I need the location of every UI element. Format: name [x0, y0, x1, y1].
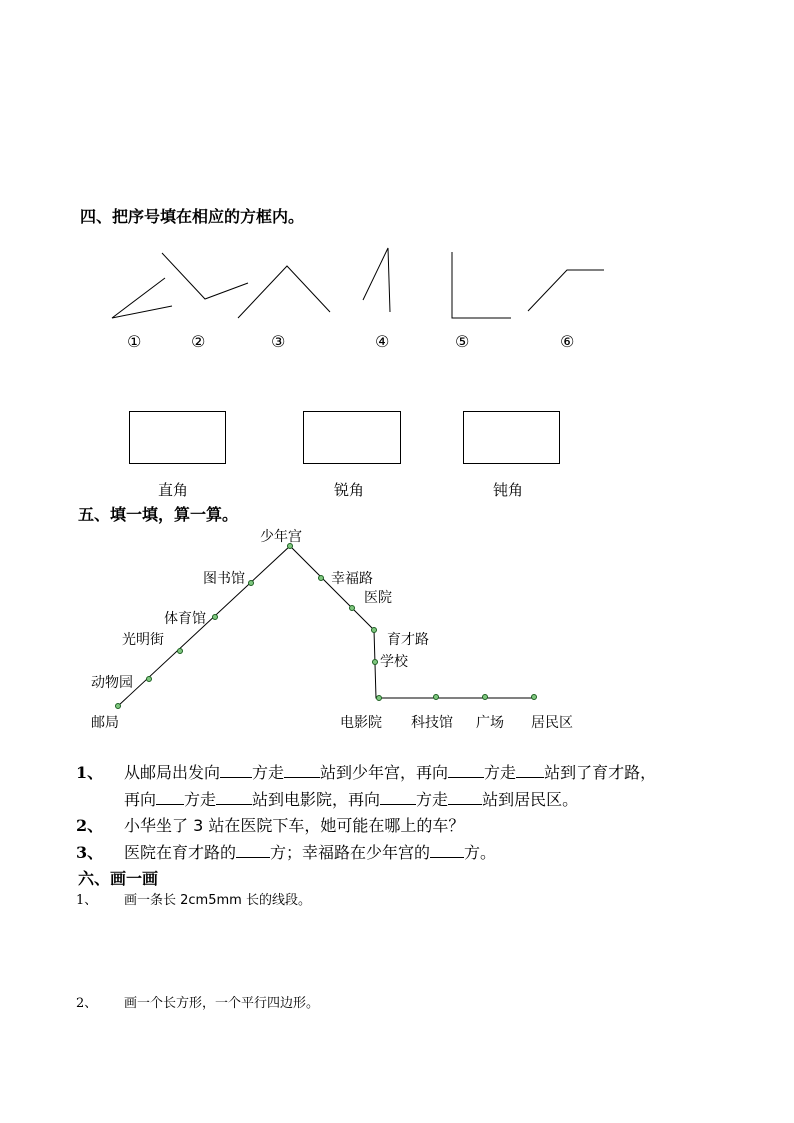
q1-blank-7[interactable]	[380, 790, 416, 805]
q3-blank-1[interactable]	[236, 843, 270, 858]
stop-guangchang	[483, 695, 488, 700]
q3-text-b: 方；幸福路在少年宫的	[270, 843, 431, 862]
q3-blank-2[interactable]	[430, 843, 464, 858]
map-label-guangmingjie: 光明街	[122, 632, 164, 648]
label-obtuse-angle: 钝角	[493, 481, 524, 499]
q1-blank-1[interactable]	[220, 763, 252, 778]
map-label-shaoniangong: 少年宫	[260, 529, 302, 545]
q1-number: 1、	[76, 763, 104, 782]
section6-title: 六、画一画	[78, 869, 159, 888]
q1-blank-6[interactable]	[216, 790, 252, 805]
label-acute-angle: 锐角	[334, 481, 365, 499]
q1-line1	[124, 760, 656, 783]
map-label-xingfulu: 幸福路	[331, 571, 373, 587]
stop-guangmingjie	[178, 649, 183, 654]
section5-title: 五、填一填，算一算。	[78, 505, 239, 524]
q2-number: 2、	[76, 816, 104, 835]
map-label-xuexiao: 学校	[380, 654, 408, 670]
stop-yucailu	[372, 628, 377, 633]
q1-text-i: 方走	[416, 790, 449, 809]
s6-q1-number: 1、	[76, 893, 98, 908]
q1-text-f: 再向	[124, 790, 157, 809]
figure-number-4: ④	[375, 332, 390, 351]
q1-line2	[124, 787, 578, 810]
s6-q2-text: 画一个长方形，一个平行四边形。	[124, 996, 320, 1011]
q1-text-c: 站到少年宫，再向	[320, 763, 449, 782]
q2-text: 小华坐了 3 站在医院下车，她可能在哪上的车？	[124, 816, 465, 835]
q1-text-e: 站到了育才路，	[544, 763, 657, 782]
stop-dianyingyuan	[377, 696, 382, 701]
figure-number-6: ⑥	[560, 332, 575, 351]
map-label-dianyingyuan: 电影院	[340, 715, 382, 731]
s6-q1-text: 画一条长 2cm5mm 长的线段。	[124, 893, 311, 908]
map-label-dongwuyuan: 动物园	[91, 675, 133, 691]
q1-blank-8[interactable]	[448, 790, 482, 805]
q1-text-g: 方走	[184, 790, 217, 809]
map-label-guangchang: 广场	[476, 715, 504, 731]
map-label-kejiguan: 科技馆	[411, 715, 453, 731]
stop-dongwuyuan	[147, 677, 152, 682]
stop-tushuguan	[249, 581, 254, 586]
q1-text-b: 方走	[252, 763, 285, 782]
section4-title: 四、把序号填在相应的方框内。	[80, 207, 305, 226]
label-right-angle: 直角	[158, 481, 189, 499]
stop-tiyuguan	[213, 615, 218, 620]
figure-number-3: ③	[271, 332, 286, 351]
q1-blank-5[interactable]	[156, 790, 184, 805]
q1-text-h: 站到电影院，再向	[252, 790, 381, 809]
map-label-youjiu: 邮局	[91, 715, 119, 731]
map-label-yiyuan: 医院	[364, 590, 392, 606]
q1-blank-4[interactable]	[516, 763, 544, 778]
s6-q2-number: 2、	[76, 996, 98, 1011]
stop-xuexiao	[373, 660, 378, 665]
q1-text-d: 方走	[484, 763, 517, 782]
stop-yiyuan	[350, 606, 355, 611]
q3-line	[124, 840, 496, 863]
stop-kejiguan	[434, 695, 439, 700]
map-label-tushuguan: 图书馆	[203, 571, 245, 587]
map-label-yucailu: 育才路	[387, 632, 429, 648]
q1-text-j: 站到居民区。	[482, 790, 579, 809]
figure-number-5: ⑤	[455, 332, 470, 351]
q1-blank-3[interactable]	[448, 763, 484, 778]
q1-blank-2[interactable]	[284, 763, 320, 778]
figure-number-1: ①	[127, 332, 142, 351]
map-label-tiyuguan: 体育馆	[164, 611, 206, 627]
stop-youjiu	[116, 704, 121, 709]
q3-text-c: 方。	[464, 843, 497, 862]
q3-number: 3、	[76, 843, 104, 862]
q3-text-a: 医院在育才路的	[124, 843, 237, 862]
map-label-jumingqu: 居民区	[531, 715, 573, 731]
q1-text-a: 从邮局出发向	[124, 763, 221, 782]
stop-xingfulu	[319, 576, 324, 581]
stop-jumingqu	[532, 695, 537, 700]
figure-number-2: ②	[191, 332, 206, 351]
